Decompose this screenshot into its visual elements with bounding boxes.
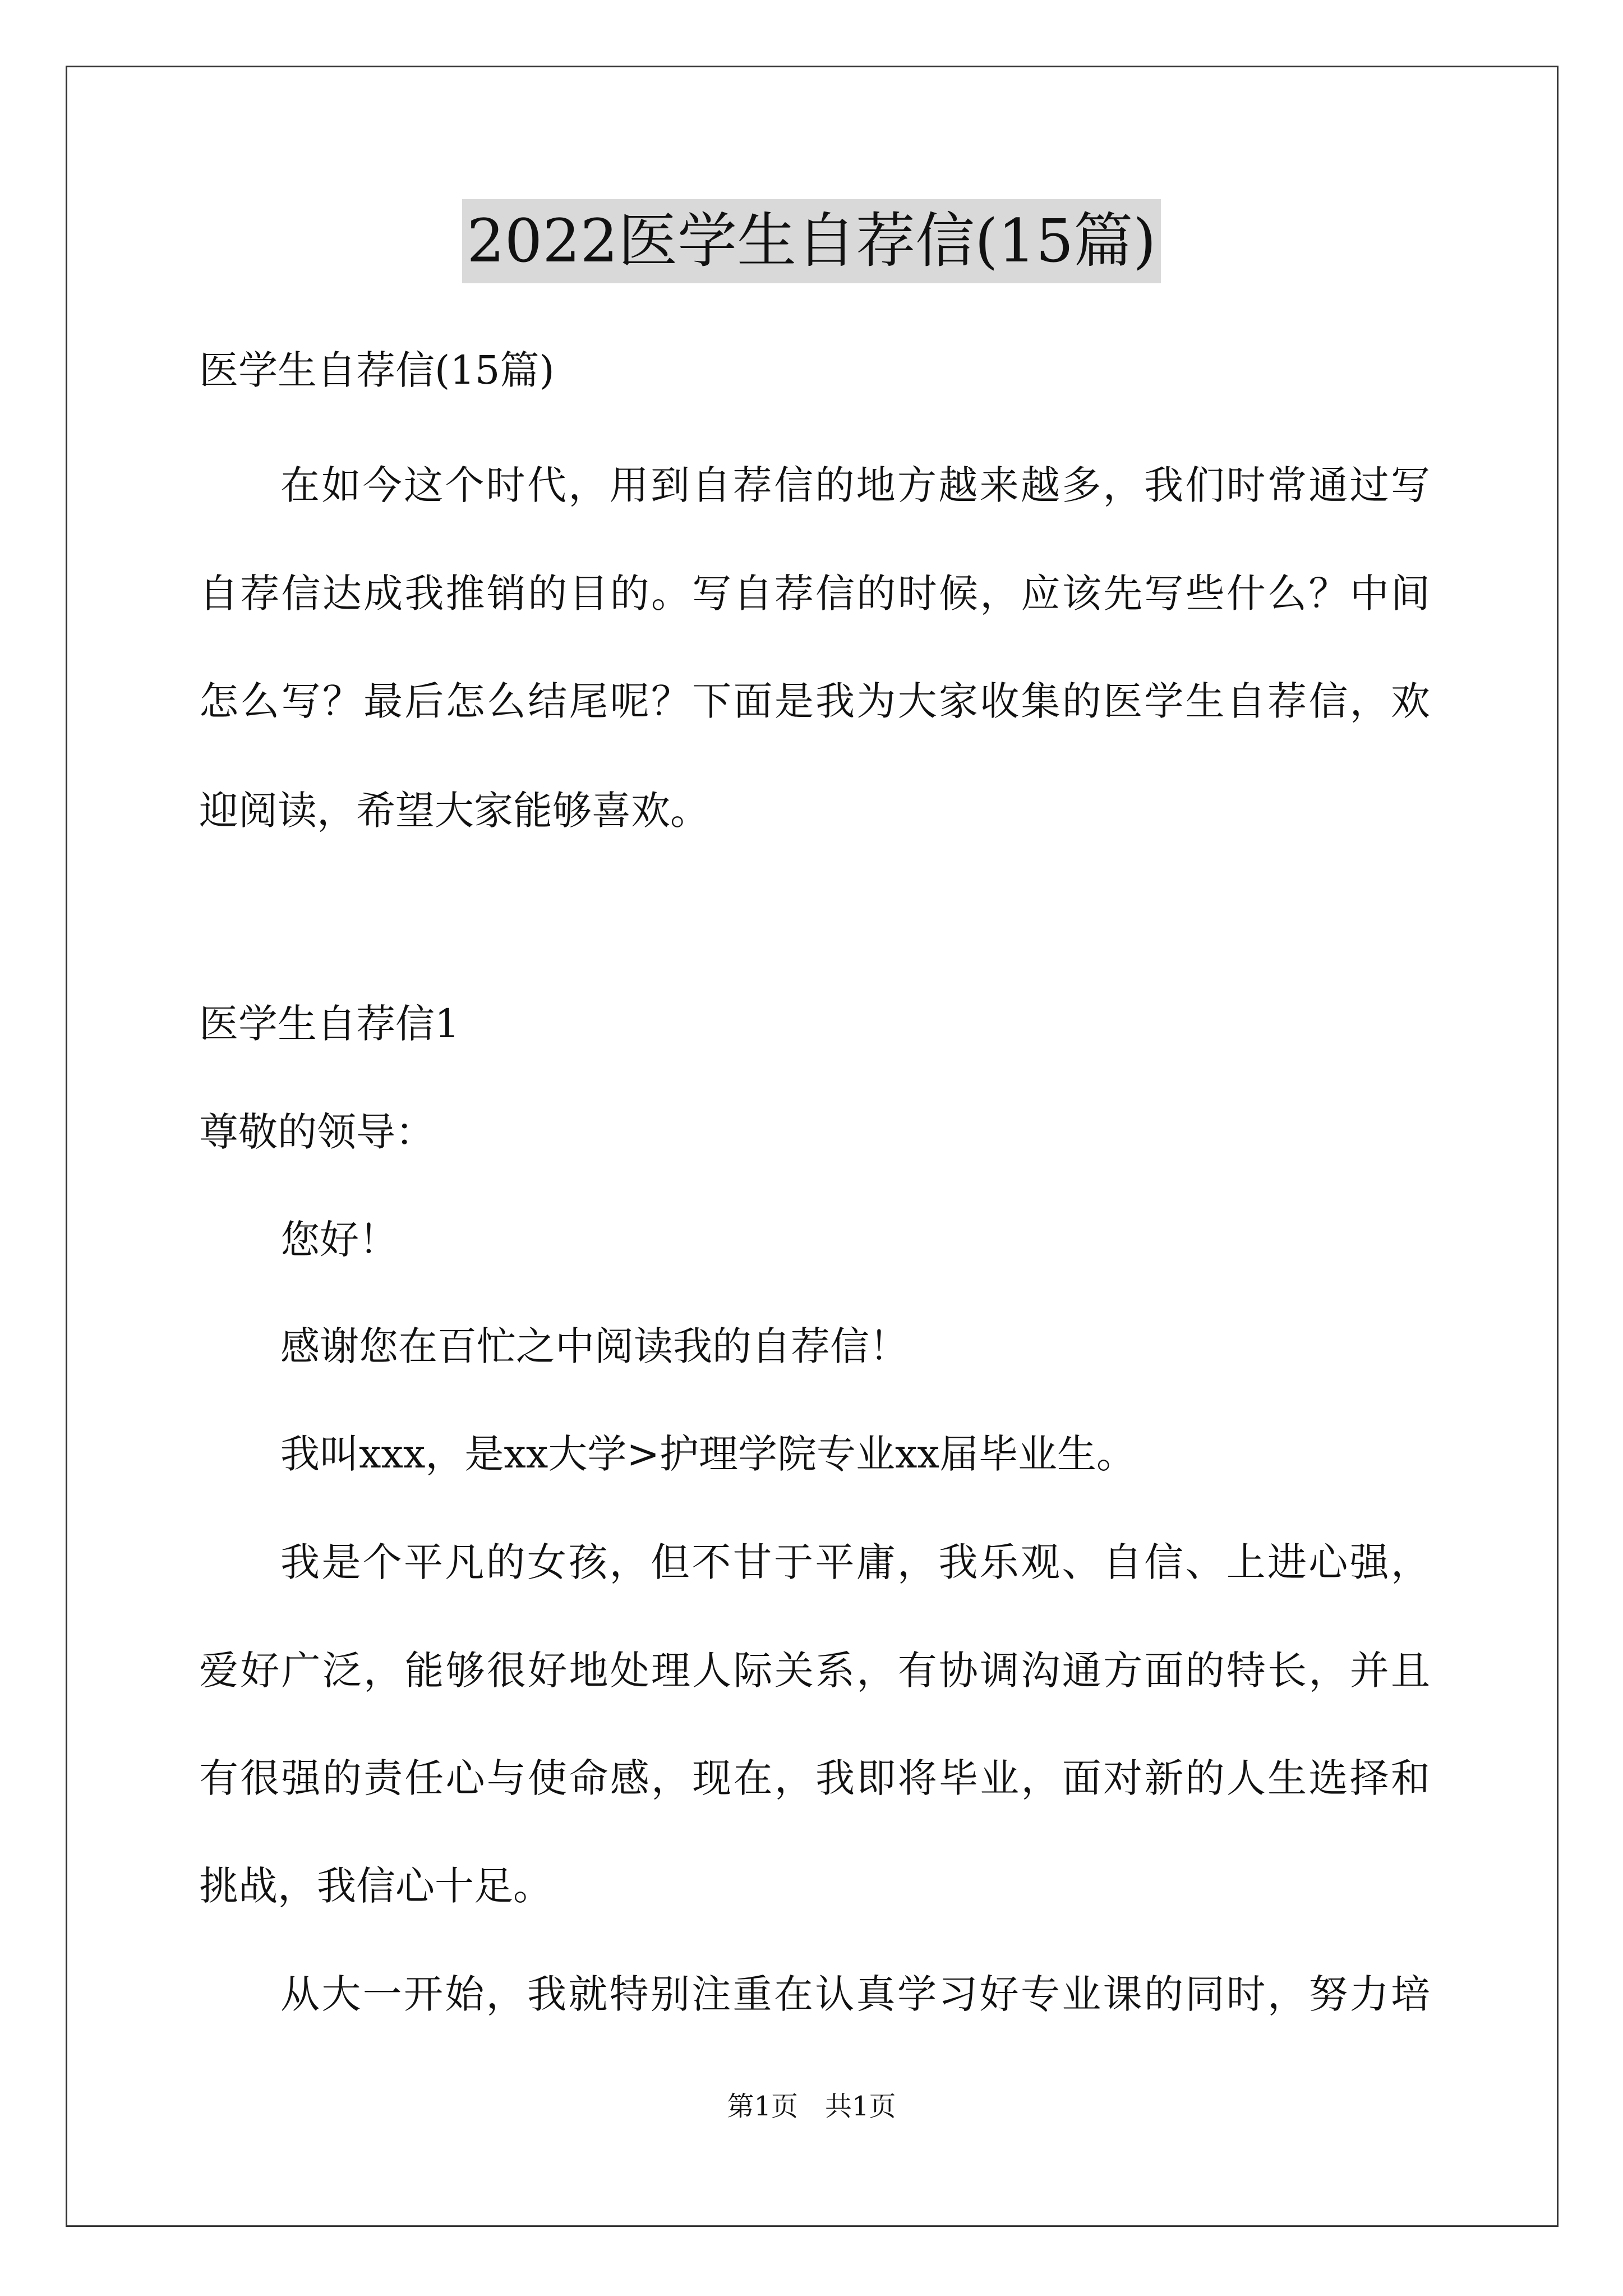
- document-subtitle: 医学生自荐信(15篇): [199, 347, 555, 393]
- paragraph-line: 挑战，我信心十足。: [199, 1863, 552, 1909]
- document-title: 2022医学生自荐信(15篇): [462, 199, 1160, 283]
- paragraph-line: 从大一开始，我就特别注重在认真学习好专业课的同时，努力培: [280, 1971, 1430, 2017]
- intro-line: 在如今这个时代，用到自荐信的地方越来越多，我们时常通过写: [280, 462, 1430, 508]
- greeting: 您好！: [280, 1217, 398, 1263]
- intro-line: 迎阅读，希望大家能够喜欢。: [199, 788, 709, 834]
- paragraph-line: 我是个平凡的女孩，但不甘于平庸，我乐观、自信、上进心强，: [280, 1539, 1430, 1585]
- self-introduction: 我叫xxx，是xx大学>护理学院专业xx届毕业生。: [280, 1431, 1136, 1477]
- title-container: [0, 199, 1623, 283]
- thanks-line: 感谢您在百忙之中阅读我的自荐信！: [280, 1323, 909, 1369]
- paragraph-line: 有很强的责任心与使命感，现在，我即将毕业，面对新的人生选择和: [199, 1755, 1430, 1801]
- intro-line: 怎么写？最后怎么结尾呢？下面是我为大家收集的医学生自荐信，欢: [199, 678, 1430, 724]
- page-footer: 第1页 共1页: [727, 2091, 896, 2122]
- paragraph-line: 爱好广泛，能够很好地处理人际关系，有协调沟通方面的特长，并且: [199, 1648, 1430, 1694]
- salutation: 尊敬的领导：: [199, 1109, 435, 1155]
- intro-line: 自荐信达成我推销的目的。写自荐信的时候，应该先写些什么？中间: [199, 570, 1430, 616]
- section-heading: 医学生自荐信1: [199, 1001, 460, 1047]
